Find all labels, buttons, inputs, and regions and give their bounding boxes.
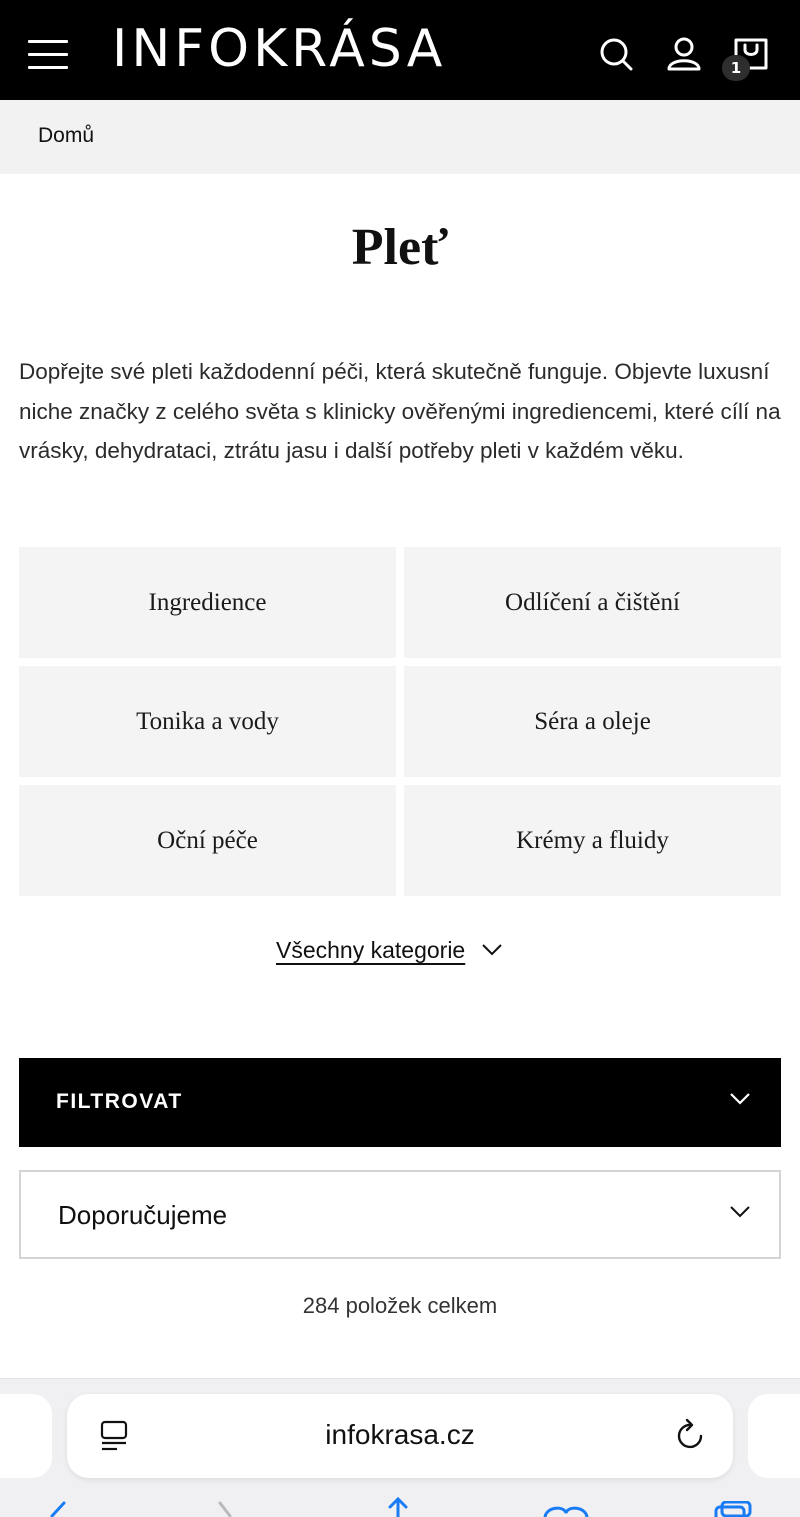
bookmarks-icon[interactable]: [542, 1503, 590, 1517]
site-header: [0, 0, 800, 100]
back-icon[interactable]: [40, 1501, 70, 1517]
all-categories-label: Všechny kategorie: [276, 936, 466, 963]
browser-toolbar: [0, 1378, 800, 1517]
site-logo[interactable]: INFOKRÁSA: [112, 19, 447, 79]
previous-tab-peek[interactable]: [0, 1394, 52, 1478]
address-url: infokrasa.cz: [325, 1419, 475, 1450]
category-tile-ocni-pece[interactable]: Oční péče: [19, 785, 396, 896]
tabs-icon[interactable]: [714, 1501, 754, 1517]
filter-toggle-button[interactable]: [19, 1058, 781, 1147]
chevron-down-icon: [729, 1205, 751, 1219]
category-tile-tonika-a-vody[interactable]: Tonika a vody: [19, 666, 396, 777]
address-bar[interactable]: [67, 1394, 733, 1478]
page-title: Pleť: [351, 219, 449, 276]
share-icon[interactable]: [380, 1497, 416, 1517]
all-categories-toggle[interactable]: [276, 932, 503, 968]
category-tile-ingredience[interactable]: Ingredience: [19, 547, 396, 658]
results-count: 284 položek celkem: [302, 1293, 498, 1318]
category-tile-odliceni-a-cisteni[interactable]: Odlíčení a čištění: [404, 547, 781, 658]
search-icon[interactable]: [596, 34, 636, 74]
user-icon[interactable]: [664, 34, 704, 74]
sort-select[interactable]: [19, 1170, 781, 1259]
category-intro-text: Dopřejte své pleti každodenní péči, která skutečně funguje. Objevte luxusní niche značky z celého světa s klinicky ověřenými ingrediencemi, které cílí na vrásky, dehydrataci, ztrátu jasu i další potřeby pleti v každém věku.: [19, 359, 781, 463]
breadcrumb-home-link[interactable]: Domů: [38, 124, 95, 147]
filter-label: FILTROVAT: [56, 1090, 183, 1113]
chevron-down-icon: [729, 1092, 751, 1106]
next-tab-peek[interactable]: [748, 1394, 800, 1478]
category-tile-sera-a-oleje[interactable]: Séra a oleje: [404, 666, 781, 777]
menu-icon[interactable]: [28, 38, 68, 70]
chevron-down-icon: [481, 943, 503, 957]
category-tile-kremy-a-fluidy[interactable]: Krémy a fluidy: [404, 785, 781, 896]
breadcrumb: [0, 100, 800, 174]
forward-icon[interactable]: [212, 1501, 242, 1517]
cart-count-badge: 1: [722, 55, 750, 81]
sort-selected-value: Doporučujeme: [58, 1200, 228, 1230]
reload-icon[interactable]: [675, 1418, 707, 1452]
